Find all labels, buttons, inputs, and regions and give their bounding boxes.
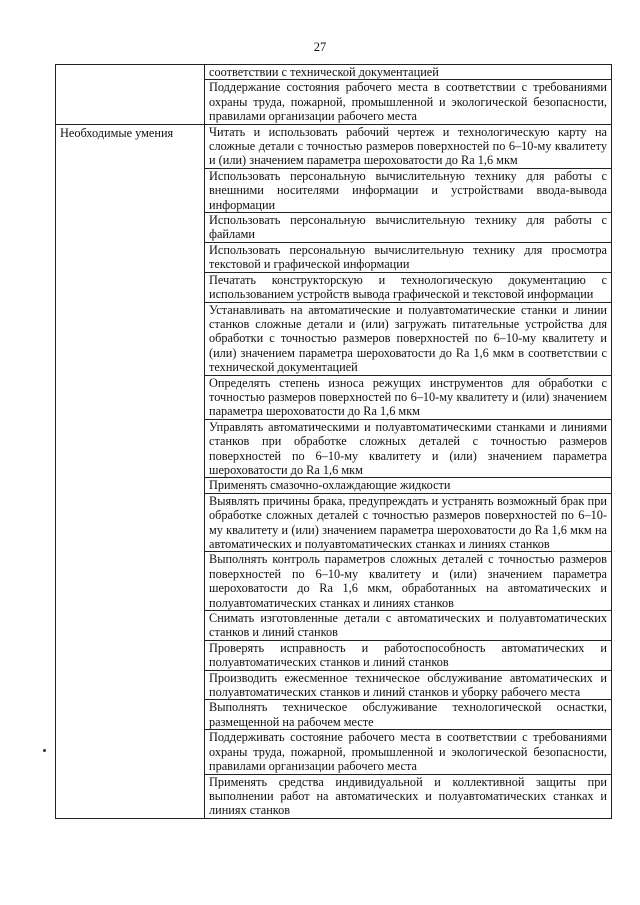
table-cell: Снимать изготовленные детали с автоматических и полуавтоматических станков и линий станков [205,611,612,641]
table-cell: Использовать персональную вычислительную технику для просмотра текстовой и графической информации [205,242,612,272]
scan-speck [43,749,46,752]
table-cell: Использовать персональную вычислительную технику для работы с внешними носителями информации и устройствами ввода-вывода информации [205,168,612,212]
table-cell: Поддерживать состояние рабочего места в соответствии с требованиями охраны труда, пожарной, промышленной и экологической безопасности, правилами организации рабочего места [205,730,612,774]
table-cell: Проверять исправность и работоспособность автоматических и полуавтоматических станков и линий станков [205,640,612,670]
row-label-skills [56,124,205,818]
table-row [56,124,612,168]
table-cell: Поддержание состояния рабочего места в соответствии с требованиями охраны труда, пожарной, промышленной и экологической безопасности, правилами организации рабочего места [205,80,612,124]
table-cell: Применять смазочно-охлаждающие жидкости [205,478,612,493]
table-cell: Выполнять контроль параметров сложных деталей с точностью размеров поверхностей по 6–10-му квалитету и (или) значением параметра шероховатости до Ra 1,6 мкм, обработанных на автоматических и полуавтоматических станках и линиях станков [205,552,612,611]
table-cell: Применять средства индивидуальной и коллективной защиты при выполнении работ на автоматических и полуавтоматических станках и линиях станков [205,774,612,818]
table-cell: Производить ежесменное техническое обслуживание автоматических и полуавтоматических станков и линий станков и уборку рабочего места [205,670,612,700]
table-cell: Устанавливать на автоматические и полуавтоматические станки и линии станков сложные детали и (или) загружать питательные устройства для обработки с точностью размеров поверхностей по 6–10-му квалитету и (или) значением параметра шероховатости до Ra 1,6 мкм в соответствии с технической документацией [205,302,612,375]
table-cell: Определять степень износа режущих инструментов для обработки с точностью размеров поверхностей по 6–10-му квалитету и (или) значением параметра шероховатости до Ra 1,6 мкм [205,375,612,419]
table-cell: Печатать конструкторскую и технологическую документацию с использованием устройств вывода графической и текстовой информации [205,272,612,302]
row-label-text: Необходимые умения [60,125,174,140]
table-cell: Использовать персональную вычислительную технику для работы с файлами [205,213,612,243]
page-number: 27 [313,40,327,54]
skills-table [55,64,612,819]
table-cell: соответствии с технической документацией [205,65,612,80]
table-cell: Выявлять причины брака, предупреждать и устранять возможный брак при обработке сложных деталей с точностью размеров поверхностей по 6–10-му квалитету и (или) значением параметра шероховатости до Ra 1,6 мкм на автоматических и полуавтоматических станках и линиях станков [205,493,612,552]
row-label-empty [56,65,205,125]
table-cell: Выполнять техническое обслуживание технологической оснастки, размещенной на рабочем месте [205,700,612,730]
table-row [56,65,612,80]
table-cell: Читать и использовать рабочий чертеж и технологическую карту на сложные детали с точностью размеров поверхностей по 6–10-му квалитету и (или) значением параметра шероховатости до Ra 1,6 мкм [205,124,612,168]
table-cell: Управлять автоматическими и полуавтоматическими станками и линиями станков при обработке сложных деталей с точностью размеров поверхностей по 6–10-му квалитету и (или) значением параметра шероховатости до Ra 1,6 мкм [205,419,612,478]
